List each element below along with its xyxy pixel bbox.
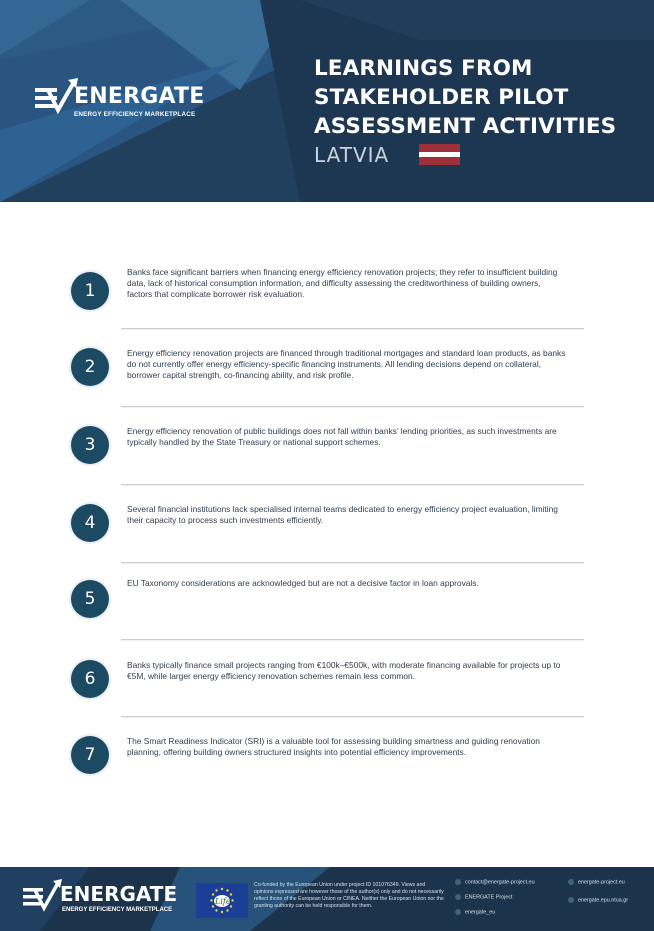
header-banner — [0, 0, 654, 202]
life-label: Life — [215, 897, 231, 906]
item-text: Energy efficiency renovation of public buildings does not fall within banks’ lending priorities, as such investments are typically handled by the State Treasury or national support schemes. — [127, 426, 557, 447]
divider — [121, 484, 584, 485]
eu-life-logo — [196, 883, 248, 918]
divider — [121, 639, 584, 640]
item-text: Energy efficiency renovation projects are financed through traditional mortgages and standard loan products, as banks do not currently offer energy efficiency-specific financing instruments. All lending decisions depend on collateral, borrower capital strength, co-financing ability, and risk profile. — [127, 348, 566, 380]
item-number-badge: 1 — [71, 272, 109, 310]
footer-logo-tagline: ENERGY EFFICIENCY MARKETPLACE — [62, 907, 173, 913]
item-number-badge: 7 — [71, 736, 109, 774]
mail-icon — [455, 879, 461, 885]
item-number-badge: 2 — [71, 348, 109, 386]
title-line-1: LEARNINGS FROM — [314, 56, 533, 81]
x-twitter-icon — [455, 909, 461, 915]
footer-logo-wordmark: ENERGATE — [60, 882, 178, 906]
latvia-flag-icon — [419, 144, 460, 165]
country-name: LATVIA — [314, 143, 390, 167]
item-text: EU Taxonomy considerations are acknowledged but are not a decisive factor in loan approvals. — [127, 578, 479, 588]
website-link[interactable] — [568, 879, 625, 885]
logo-wordmark: ENERGATE — [74, 84, 205, 109]
item-text: Banks face significant barriers when financing energy efficiency renovation projects; they refer to insufficient building data, lack of historical consumption information, and difficulty assessing the creditworthiness of building owners, factors that complicate borrower risk evaluation. — [127, 267, 558, 299]
website2-text: energate.epu.ntua.gr — [578, 897, 629, 904]
twitter-text: energate_eu — [465, 909, 496, 916]
linkedin-link[interactable] — [455, 894, 513, 900]
twitter-link[interactable] — [455, 909, 495, 915]
item-number-badge: 3 — [71, 426, 109, 464]
funding-disclaimer: Co-funded by the European Union under project ID 101076349. Views and opinions expressed are however those of the author(s) only and do not necessarily reflect those of the European Union or CINEA. Neither the European Union nor the granting authority can be held responsible for them. — [254, 882, 444, 909]
footer-energate-logo — [22, 876, 178, 922]
energate-logo — [34, 76, 205, 128]
footer-logo-icon — [22, 878, 62, 914]
item-text: Banks typically finance small projects ranging from €100k–€500k, with moderate financing available for projects up to €5M, while larger energy efficiency renovation schemes remain less common. — [127, 660, 561, 681]
item-number-badge: 5 — [71, 580, 109, 618]
item-number-badge: 4 — [71, 504, 109, 542]
item-number-badge: 6 — [71, 660, 109, 698]
divider — [121, 716, 584, 717]
divider — [121, 328, 584, 329]
divider — [121, 406, 584, 407]
website2-link[interactable] — [568, 897, 628, 903]
title-line-2: STAKEHOLDER PILOT — [314, 85, 569, 110]
item-text: The Smart Readiness Indicator (SRI) is a valuable tool for assessing building smartness and guiding renovation planning, offering building owners structured insights into potential efficiency improvements. — [127, 736, 540, 757]
divider — [121, 562, 584, 563]
email-text: contact@energate-project.eu — [465, 879, 535, 886]
email-link[interactable] — [455, 879, 535, 885]
linkedin-text: ENERGATE Project — [465, 894, 513, 901]
linkedin-icon — [455, 894, 461, 900]
page-title — [314, 54, 644, 141]
logo-tagline: ENERGY EFFICIENCY MARKETPLACE — [74, 111, 196, 118]
website-text: energate-project.eu — [578, 879, 625, 886]
globe-icon — [568, 879, 574, 885]
item-text: Several financial institutions lack specialised internal teams dedicated to energy efficiency project evaluation, limiting their capacity to process such investments efficiently. — [127, 504, 558, 525]
energate-logo-icon — [34, 76, 78, 116]
title-line-3: ASSESSMENT ACTIVITIES — [314, 114, 617, 139]
globe-icon — [568, 897, 574, 903]
